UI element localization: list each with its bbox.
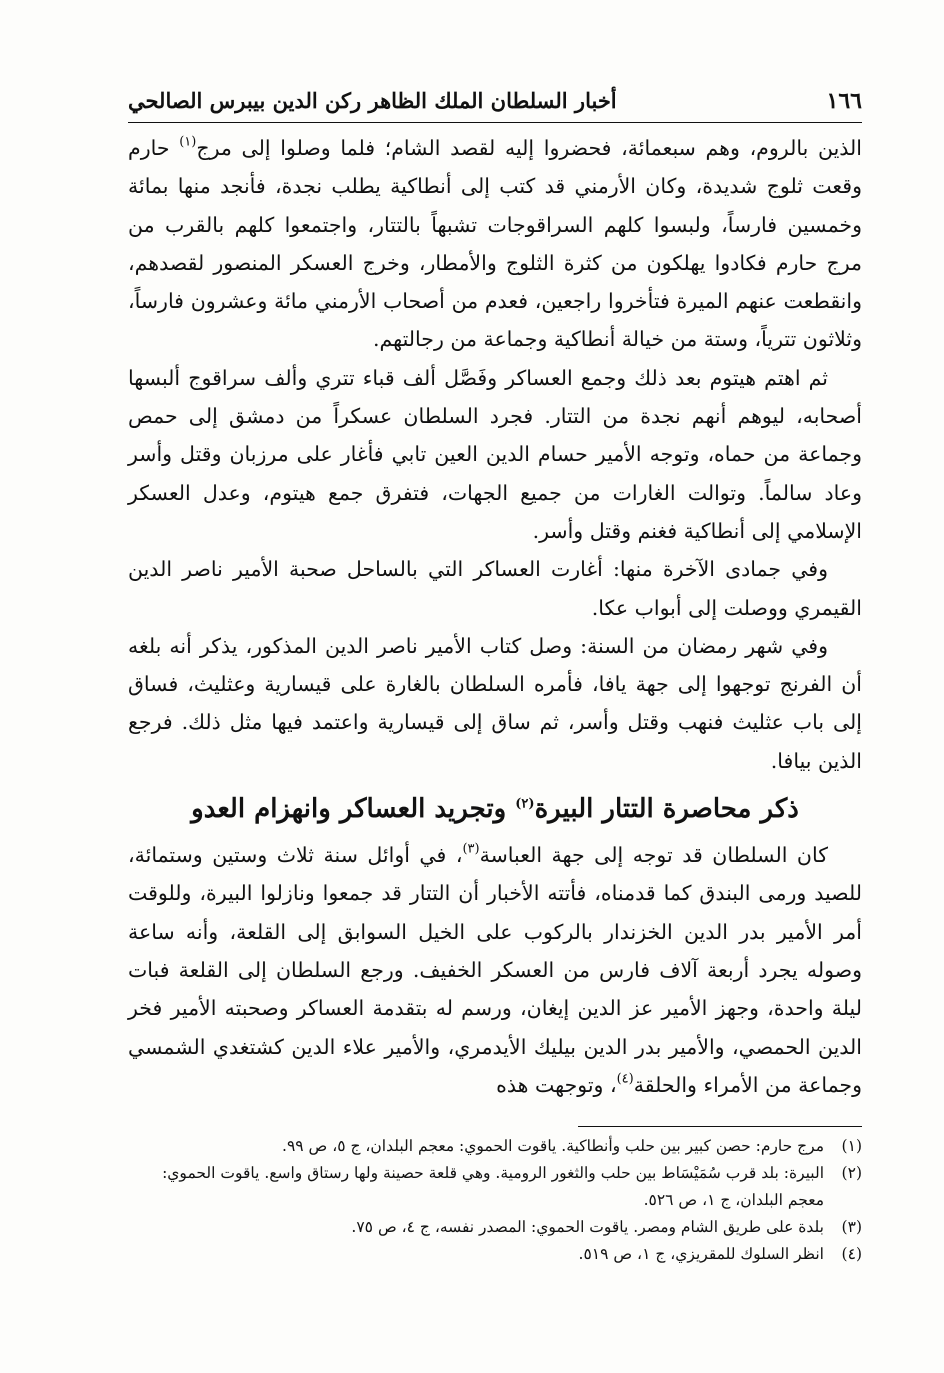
footnotes bbox=[128, 1133, 862, 1268]
footnote-4 bbox=[128, 1241, 862, 1268]
footnote-number: (٤) bbox=[841, 1245, 862, 1264]
footnote-text: بلدة على طريق الشام ومصر. ياقوت الحموي: المصدر نفسه، ج ٤، ص ٧٥. bbox=[351, 1218, 824, 1237]
footnote-2 bbox=[128, 1160, 862, 1214]
footnote-text: انظر السلوك للمقريزي، ج ١، ص ٥١٩. bbox=[578, 1245, 824, 1264]
main-text bbox=[128, 129, 862, 1104]
paragraph-4: وفي شهر رمضان من السنة: وصل كتاب الأمير ناصر الدين المذكور، يذكر أنه بلغه أن الفرنج توجهوا إلى جهة يافا، فأمره السلطان بالغارة على قيسارية وعثليث، فساق إلى باب عثليث فنهب وقتل وأسر، ثم ساق إلى قيسارية واعتمد فيها مثل ذلك. فرجع الذين بيافا. bbox=[128, 633, 862, 773]
section-heading-part-a: ذكر محاصرة التتار البيرة bbox=[534, 794, 799, 825]
footnote-ref-4: (٤) bbox=[616, 1071, 634, 1087]
footnote-number: (٣) bbox=[841, 1218, 862, 1237]
paragraph-5-part-a: كان السلطان قد توجه إلى جهة العباسة bbox=[479, 843, 828, 868]
paragraph-1-part-a: الذين بالروم، وهم سبعمائة، فحضروا إليه لقصد الشام؛ فلما وصلوا إلى مرج bbox=[196, 136, 862, 160]
footnote-divider bbox=[578, 1126, 862, 1127]
paragraph-1 bbox=[128, 129, 862, 359]
footnote-number: (١) bbox=[841, 1137, 862, 1156]
footnote-ref-3: (٣) bbox=[462, 841, 480, 857]
paragraph-2: ثم اهتم هيتوم بعد ذلك وجمع العساكر وفَصَّل ألف قباء تتري وألف سراقوج ألبسها أصحابه، ليوهم أنهم نجدة من التتار. فجرد السلطان عسكراً من دمشق إلى حمص وجماعة من حماه، وتوجه الأمير حسام الدين العين تابي فأغار على مرزبان وقتل وأسر وعاد سالماً. وتوالت الغارات من جميع الجهات، فتفرق جمع هيتوم، وعدل العسكر الإسلامي إلى أنطاكية فغنم وقتل وأسر. bbox=[128, 365, 862, 543]
paragraph-3: وفي جمادى الآخرة منها: أغارت العساكر التي بالساحل صحبة الأمير ناصر الدين القيمري ووصلت إلى أبواب عكا. bbox=[128, 557, 862, 620]
section-heading bbox=[128, 784, 862, 834]
running-header bbox=[128, 86, 862, 123]
page-number: ١٦٦ bbox=[826, 88, 862, 114]
paragraph-5-part-b: ، في أوائل سنة ثلاث وستين وستمائة، للصيد ورمى البندق كما قدمناه، فأتته الأخبار أن التتار قد جمعوا ونازلوا البيرة، وللوقت أمر الأمير بدر الدين الخزندار بالركوب على الخيل السوابق إلى القلعة، وأنه ساعة وصوله يجرد أربعة آلاف فارس من العسكر الخفيف. ورجع السلطان إلى القلعة فبات ليلة واحدة، وجهز الأمير عز الدين إيغان، ورسم له بتقدمة العساكر وصحبته الأمير فخر الدين الحمصي، والأمير بدر الدين بيليك الأيدمري، والأمير علاء الدين كشتغدي الشمسي وجماعة من الأمراء والحلقة bbox=[128, 843, 862, 1097]
section-heading-part-b: وتجريد العساكر وانهزام العدو bbox=[191, 794, 516, 825]
footnote-1 bbox=[128, 1133, 862, 1160]
paragraph-1-part-b: حارم وقعت ثلوج شديدة، وكان الأرمني قد كتب إلى أنطاكية يطلب نجدة، فأنجد منها بمائة وخمسين فارساً، ولبسوا كلهم السراقوجات تشبهاً بالتتار، واجتمعوا كلهم بالقرب من مرج حارم فكادوا يهلكون من كثرة الثلوج والأمطار، وخرج العسكر المنصور لقصدهم، وانقطعت عنهم الميرة فتأخروا راجعين، فعدم من أصحاب الأرمني مائة وعشرون فارساً، وثلاثون تترياً، وستة من خيالة أنطاكية وجماعة من رجالتهم. bbox=[128, 136, 862, 352]
footnote-text: مرج حارم: حصن كبير بين حلب وأنطاكية. ياقوت الحموي: معجم البلدان، ج ٥، ص ٩٩. bbox=[282, 1137, 824, 1156]
footnote-text: البيرة: بلد قرب سُمَيْسَاط بين حلب والثغور الرومية. وهي قلعة حصينة ولها رستاق واسع. ياقوت الحموي: معجم البلدان، ج ١، ص ٥٢٦. bbox=[162, 1164, 824, 1210]
footnote-ref-2: (٢) bbox=[515, 796, 535, 812]
footnote-3 bbox=[128, 1214, 862, 1241]
running-title: أخبار السلطان الملك الظاهر ركن الدين بيبرس الصالحي bbox=[128, 88, 617, 113]
paragraph-5 bbox=[128, 836, 862, 1104]
book-page bbox=[128, 86, 862, 1268]
paragraph-5-part-c: ، وتوجهت هذه bbox=[496, 1072, 617, 1097]
footnote-number: (٢) bbox=[841, 1164, 862, 1183]
footnote-ref-1: (١) bbox=[179, 134, 197, 150]
